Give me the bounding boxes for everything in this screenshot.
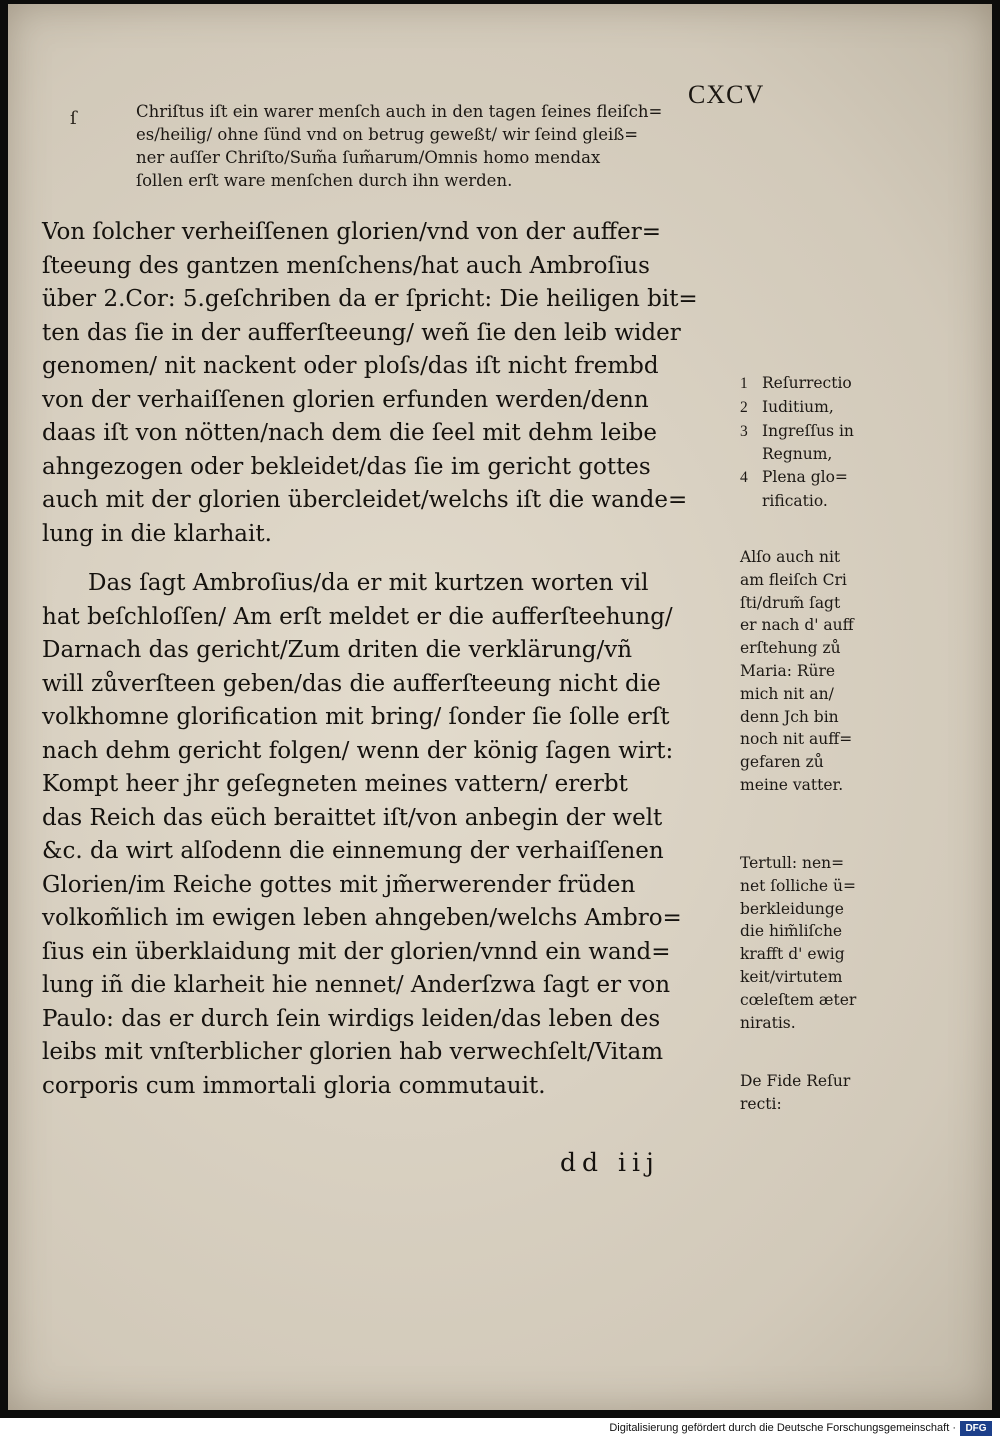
text-line: Glorien/im Reiche gottes mit jm̃erwerender früden <box>42 871 636 898</box>
text-line: ſius ein überklaidung mit der glorien/vnnd ein wand= <box>42 938 671 965</box>
margin-note-line: gefaren zů <box>740 753 824 772</box>
text-line: Darnach das gericht/Zum driten die verklärung/vñ <box>42 637 633 663</box>
margin-note-line: denn Jch bin <box>740 707 839 726</box>
gloss-line: es/heilig/ ohne ſünd vnd on betrug geweßt/ wir ſeind gleiß= <box>136 125 639 144</box>
margin-list-item <box>740 443 890 466</box>
margin-note-tertullian <box>740 852 890 1034</box>
text-line: nach dehm gericht folgen/ wenn der könig ſagen wirt: <box>42 737 674 764</box>
margin-note-line: recti: <box>740 1094 782 1113</box>
margin-list-number: 4 <box>740 469 748 487</box>
text-line: daas iſt von nötten/nach dem die ſeel mit dehm leibe <box>42 420 658 446</box>
gloss-line: ſollen erſt ware menſchen durch ihn werden. <box>136 171 513 190</box>
margin-note-line: er nach d' auff <box>740 616 854 635</box>
margin-list-text: Reſurrectio <box>762 374 852 392</box>
margin-note-line: meine vatter. <box>740 775 844 794</box>
margin-note-line: am fleiſch Cri <box>740 570 847 589</box>
text-line: volkhomne glorification mit bring/ ſonder ſie ſolle erſt <box>42 704 670 730</box>
text-line: Das ſagt Ambroſius/da er mit kurtzen worten vil <box>88 570 649 596</box>
signature-mark: dd iij <box>560 1148 660 1177</box>
margin-note-line: krafft d' ewig <box>740 945 845 964</box>
margin-list-text: Ingreſſus in <box>762 421 854 440</box>
gloss-line: ner auſſer Chriſto/Sum̃a ſum̃arum/Omnis homo mendax <box>136 148 601 167</box>
margin-note-maria <box>740 546 890 797</box>
digitization-footer <box>0 1418 1000 1440</box>
margin-note-line: noch nit auff= <box>740 730 853 749</box>
margin-note-line: net ſolliche ü= <box>740 876 856 895</box>
margin-note-line: niratis. <box>740 1013 796 1032</box>
margin-list-text: rificatio. <box>762 491 828 510</box>
footer-credit: Digitalisierung gefördert durch die Deutsche Forschungsgemeinschaft · <box>609 1422 956 1434</box>
dfg-logo[interactable]: DFG <box>960 1421 992 1436</box>
text-line: hat beſchloſſen/ Am erſt meldet er die aufferſteehung/ <box>42 603 673 630</box>
margin-note-de-fide <box>740 1070 890 1116</box>
text-line: von der verhaiſſenen glorien erfunden werden/denn <box>42 386 649 413</box>
main-text <box>42 216 758 1103</box>
folio-number: CXCV <box>688 80 765 109</box>
margin-list-item <box>740 490 890 513</box>
margin-note-line: berkleidunge <box>740 899 844 918</box>
text-line: Paulo: das er durch ſein wirdigs leiden/das leben des <box>42 1005 661 1032</box>
text-line: ten das ſie in der aufferſteeung/ weñ ſie den leib wider <box>42 319 681 346</box>
text-line: genomen/ nit nackent oder ploſs/das iſt nicht frembd <box>42 353 659 379</box>
margin-note-line: die him̃liſche <box>740 922 843 941</box>
text-line: leibs mit vnſterblicher glorien hab verwechſelt/Vitam <box>42 1039 664 1065</box>
margin-list-text: Iuditium, <box>762 397 834 416</box>
margin-list-item <box>740 396 890 420</box>
margin-note-line: keit/virtutem <box>740 967 843 986</box>
margin-note-line: erſtehung zů <box>740 639 841 658</box>
text-line: volkom̃lich im ewigen leben ahngeben/welchs Ambro= <box>42 905 682 931</box>
gloss-block <box>136 100 776 192</box>
paragraph-2 <box>42 567 758 1103</box>
gloss-mark: ſ <box>70 108 77 129</box>
margin-note-line: mich nit an/ <box>740 684 834 703</box>
text-line: ſteeung des gantzen menſchens/hat auch Ambroſius <box>42 252 650 279</box>
text-line: Kompt heer jhr geſegneten meines vattern/ ererbt <box>42 771 628 797</box>
margin-note-line: Alſo auch nit <box>740 548 841 566</box>
paragraph-1 <box>42 216 758 551</box>
text-line: &c. da wirt alſodenn die einnemung der verhaiſſenen <box>42 838 664 864</box>
margin-note-line: cœleſtem æter <box>740 990 857 1009</box>
margin-list-item <box>740 466 890 490</box>
text-line: lung in die klarhait. <box>42 520 272 547</box>
margin-note-line: Maria: Rüre <box>740 661 836 680</box>
text-line: corporis cum immortali gloria commutauit. <box>42 1072 546 1099</box>
gloss-line: Chriſtus iſt ein warer menſch auch in den tagen ſeines fleiſch= <box>136 102 663 121</box>
margin-list-number: 1 <box>740 375 748 392</box>
text-line: das Reich das eüch beraittet iſt/von anbegin der welt <box>42 804 663 831</box>
margin-note-line: Tertull: nen= <box>740 854 845 872</box>
margin-numbered-list <box>740 372 890 513</box>
margin-list-text: Plena glo= <box>762 468 848 487</box>
text-line: will zůverſteen geben/das die aufferſteeung nicht die <box>42 670 661 697</box>
margin-list-number: 2 <box>740 398 748 416</box>
text-line: lung iñ die klarheit hie nennet/ Anderſzwa ſagt er von <box>42 972 671 998</box>
text-line: über 2.Cor: 5.geſchriben da er ſpricht: Die heiligen bit= <box>42 286 698 312</box>
margin-note-line: ſti/drum̃ ſagt <box>740 593 841 612</box>
margin-list-item <box>740 372 890 396</box>
text-line: auch mit der glorien übercleidet/welchs iſt die wande= <box>42 487 688 513</box>
text-line: Von ſolcher verheiſſenen glorien/vnd von der auffer= <box>42 219 662 245</box>
margin-list-number: 3 <box>740 422 748 440</box>
margin-list-item <box>740 420 890 444</box>
margin-list-text: Regnum, <box>762 445 833 464</box>
margin-note-line: De Fide Reſur <box>740 1072 851 1090</box>
text-line: ahngezogen oder bekleidet/das ſie im gericht gottes <box>42 453 651 480</box>
